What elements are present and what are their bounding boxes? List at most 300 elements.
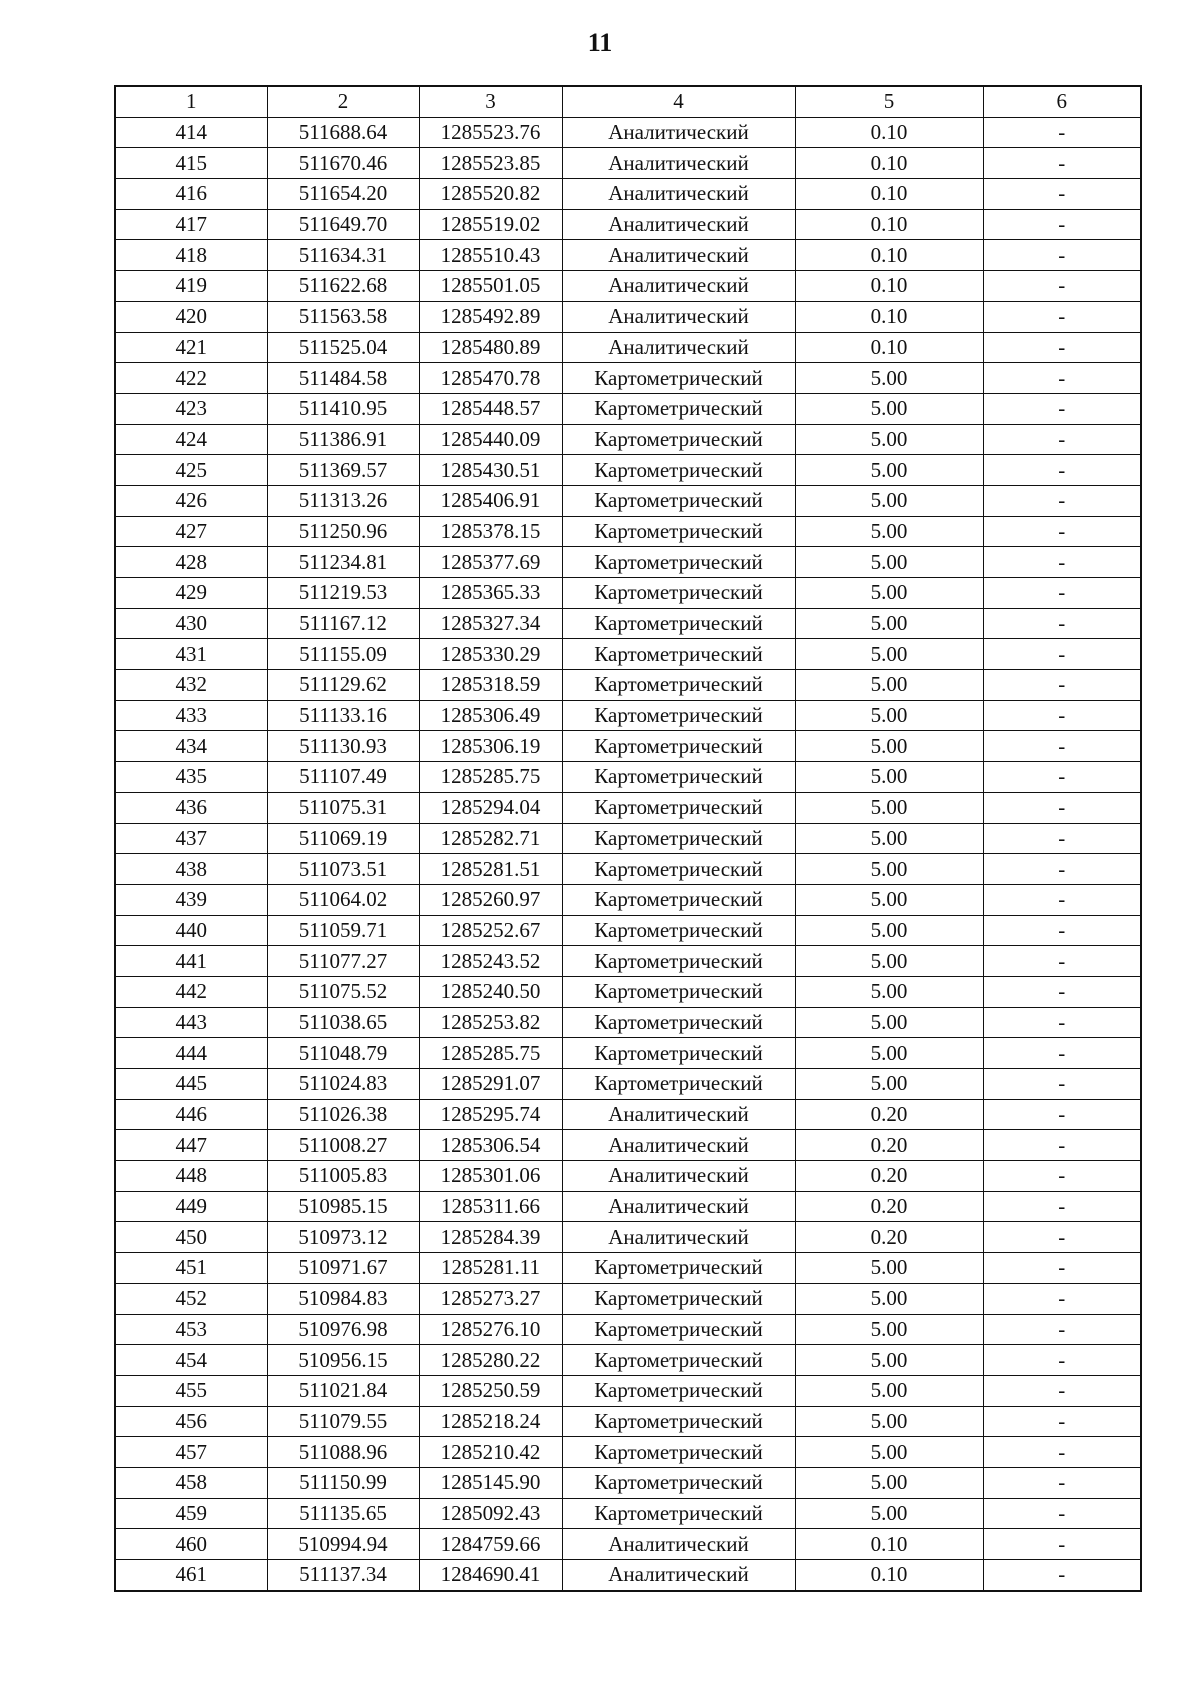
table-row <box>115 976 1141 1007</box>
y-coordinate-cell: 1285448.57 <box>419 393 562 424</box>
method-cell: Аналитический <box>562 179 795 210</box>
accuracy-cell: 5.00 <box>795 731 983 762</box>
accuracy-cell: 5.00 <box>795 1498 983 1529</box>
method-cell: Картометрический <box>562 1345 795 1376</box>
x-coordinate-cell: 511059.71 <box>267 915 419 946</box>
point-number-cell: 417 <box>115 209 267 240</box>
description-cell: - <box>983 823 1141 854</box>
description-cell: - <box>983 547 1141 578</box>
table-row <box>115 117 1141 148</box>
description-cell: - <box>983 393 1141 424</box>
x-coordinate-cell: 511410.95 <box>267 393 419 424</box>
description-cell: - <box>983 332 1141 363</box>
description-cell: - <box>983 792 1141 823</box>
y-coordinate-cell: 1285430.51 <box>419 455 562 486</box>
method-cell: Аналитический <box>562 271 795 302</box>
description-cell: - <box>983 608 1141 639</box>
accuracy-cell: 5.00 <box>795 1069 983 1100</box>
y-coordinate-cell: 1285294.04 <box>419 792 562 823</box>
point-number-cell: 418 <box>115 240 267 271</box>
y-coordinate-cell: 1285523.85 <box>419 148 562 179</box>
method-cell: Картометрический <box>562 547 795 578</box>
point-number-cell: 427 <box>115 516 267 547</box>
table-row <box>115 1529 1141 1560</box>
point-number-cell: 415 <box>115 148 267 179</box>
x-coordinate-cell: 511563.58 <box>267 301 419 332</box>
accuracy-cell: 5.00 <box>795 1283 983 1314</box>
table-row <box>115 1099 1141 1130</box>
description-cell: - <box>983 1099 1141 1130</box>
accuracy-cell: 0.10 <box>795 1560 983 1591</box>
y-coordinate-cell: 1285480.89 <box>419 332 562 363</box>
description-cell: - <box>983 1283 1141 1314</box>
point-number-cell: 426 <box>115 485 267 516</box>
x-coordinate-cell: 511622.68 <box>267 271 419 302</box>
x-coordinate-cell: 511313.26 <box>267 485 419 516</box>
method-cell: Картометрический <box>562 1467 795 1498</box>
point-number-cell: 414 <box>115 117 267 148</box>
x-coordinate-cell: 511026.38 <box>267 1099 419 1130</box>
y-coordinate-cell: 1285306.19 <box>419 731 562 762</box>
description-cell: - <box>983 209 1141 240</box>
y-coordinate-cell: 1285520.82 <box>419 179 562 210</box>
point-number-cell: 449 <box>115 1191 267 1222</box>
y-coordinate-cell: 1285406.91 <box>419 485 562 516</box>
table-row <box>115 1375 1141 1406</box>
table-row <box>115 179 1141 210</box>
point-number-cell: 434 <box>115 731 267 762</box>
accuracy-cell: 5.00 <box>795 1437 983 1468</box>
accuracy-cell: 5.00 <box>795 762 983 793</box>
accuracy-cell: 5.00 <box>795 854 983 885</box>
method-cell: Аналитический <box>562 1529 795 1560</box>
column-header-5: 5 <box>795 86 983 117</box>
coordinates-table <box>114 85 1142 1592</box>
point-number-cell: 436 <box>115 792 267 823</box>
y-coordinate-cell: 1285306.54 <box>419 1130 562 1161</box>
table-row <box>115 332 1141 363</box>
y-coordinate-cell: 1285243.52 <box>419 946 562 977</box>
point-number-cell: 457 <box>115 1437 267 1468</box>
method-cell: Картометрический <box>562 1498 795 1529</box>
accuracy-cell: 5.00 <box>795 1375 983 1406</box>
table-row <box>115 731 1141 762</box>
method-cell: Картометрический <box>562 670 795 701</box>
method-cell: Аналитический <box>562 1560 795 1591</box>
x-coordinate-cell: 511484.58 <box>267 363 419 394</box>
accuracy-cell: 5.00 <box>795 1467 983 1498</box>
description-cell: - <box>983 179 1141 210</box>
method-cell: Аналитический <box>562 1222 795 1253</box>
accuracy-cell: 5.00 <box>795 578 983 609</box>
method-cell: Картометрический <box>562 915 795 946</box>
accuracy-cell: 5.00 <box>795 1038 983 1069</box>
table-row <box>115 485 1141 516</box>
description-cell: - <box>983 1038 1141 1069</box>
point-number-cell: 447 <box>115 1130 267 1161</box>
table-row <box>115 1130 1141 1161</box>
accuracy-cell: 0.10 <box>795 179 983 210</box>
accuracy-cell: 5.00 <box>795 1007 983 1038</box>
description-cell: - <box>983 485 1141 516</box>
method-cell: Картометрический <box>562 1069 795 1100</box>
accuracy-cell: 5.00 <box>795 363 983 394</box>
method-cell: Картометрический <box>562 1038 795 1069</box>
accuracy-cell: 5.00 <box>795 1253 983 1284</box>
accuracy-cell: 5.00 <box>795 792 983 823</box>
y-coordinate-cell: 1285273.27 <box>419 1283 562 1314</box>
table-row <box>115 1222 1141 1253</box>
method-cell: Картометрический <box>562 455 795 486</box>
point-number-cell: 455 <box>115 1375 267 1406</box>
y-coordinate-cell: 1285252.67 <box>419 915 562 946</box>
description-cell: - <box>983 1375 1141 1406</box>
description-cell: - <box>983 1161 1141 1192</box>
y-coordinate-cell: 1285295.74 <box>419 1099 562 1130</box>
y-coordinate-cell: 1285291.07 <box>419 1069 562 1100</box>
y-coordinate-cell: 1285210.42 <box>419 1437 562 1468</box>
table-row <box>115 700 1141 731</box>
method-cell: Картометрический <box>562 393 795 424</box>
accuracy-cell: 0.20 <box>795 1191 983 1222</box>
description-cell: - <box>983 1467 1141 1498</box>
point-number-cell: 428 <box>115 547 267 578</box>
description-cell: - <box>983 1130 1141 1161</box>
x-coordinate-cell: 511073.51 <box>267 854 419 885</box>
y-coordinate-cell: 1285240.50 <box>419 976 562 1007</box>
table-row <box>115 1437 1141 1468</box>
x-coordinate-cell: 511021.84 <box>267 1375 419 1406</box>
y-coordinate-cell: 1285440.09 <box>419 424 562 455</box>
description-cell: - <box>983 455 1141 486</box>
accuracy-cell: 0.10 <box>795 301 983 332</box>
description-cell: - <box>983 976 1141 1007</box>
table-row <box>115 1560 1141 1591</box>
point-number-cell: 416 <box>115 179 267 210</box>
accuracy-cell: 0.10 <box>795 117 983 148</box>
point-number-cell: 452 <box>115 1283 267 1314</box>
y-coordinate-cell: 1285276.10 <box>419 1314 562 1345</box>
point-number-cell: 429 <box>115 578 267 609</box>
x-coordinate-cell: 510994.94 <box>267 1529 419 1560</box>
accuracy-cell: 5.00 <box>795 393 983 424</box>
point-number-cell: 444 <box>115 1038 267 1069</box>
accuracy-cell: 0.10 <box>795 271 983 302</box>
description-cell: - <box>983 1253 1141 1284</box>
description-cell: - <box>983 1345 1141 1376</box>
method-cell: Картометрический <box>562 762 795 793</box>
point-number-cell: 430 <box>115 608 267 639</box>
point-number-cell: 454 <box>115 1345 267 1376</box>
x-coordinate-cell: 510956.15 <box>267 1345 419 1376</box>
point-number-cell: 437 <box>115 823 267 854</box>
x-coordinate-cell: 511250.96 <box>267 516 419 547</box>
accuracy-cell: 0.20 <box>795 1222 983 1253</box>
table-row <box>115 240 1141 271</box>
table-row <box>115 884 1141 915</box>
description-cell: - <box>983 516 1141 547</box>
point-number-cell: 438 <box>115 854 267 885</box>
y-coordinate-cell: 1285377.69 <box>419 547 562 578</box>
x-coordinate-cell: 510973.12 <box>267 1222 419 1253</box>
accuracy-cell: 5.00 <box>795 455 983 486</box>
x-coordinate-cell: 511688.64 <box>267 117 419 148</box>
method-cell: Аналитический <box>562 209 795 240</box>
x-coordinate-cell: 511670.46 <box>267 148 419 179</box>
accuracy-cell: 5.00 <box>795 485 983 516</box>
accuracy-cell: 0.10 <box>795 148 983 179</box>
method-cell: Картометрический <box>562 1406 795 1437</box>
point-number-cell: 450 <box>115 1222 267 1253</box>
accuracy-cell: 5.00 <box>795 1314 983 1345</box>
description-cell: - <box>983 1560 1141 1591</box>
accuracy-cell: 0.20 <box>795 1130 983 1161</box>
point-number-cell: 443 <box>115 1007 267 1038</box>
description-cell: - <box>983 915 1141 946</box>
table-row <box>115 209 1141 240</box>
y-coordinate-cell: 1285282.71 <box>419 823 562 854</box>
table-row <box>115 301 1141 332</box>
description-cell: - <box>983 1191 1141 1222</box>
description-cell: - <box>983 670 1141 701</box>
x-coordinate-cell: 511079.55 <box>267 1406 419 1437</box>
method-cell: Картометрический <box>562 1314 795 1345</box>
x-coordinate-cell: 511634.31 <box>267 240 419 271</box>
table-row <box>115 1467 1141 1498</box>
table-row <box>115 1161 1141 1192</box>
point-number-cell: 425 <box>115 455 267 486</box>
point-number-cell: 461 <box>115 1560 267 1591</box>
method-cell: Картометрический <box>562 608 795 639</box>
x-coordinate-cell: 511008.27 <box>267 1130 419 1161</box>
y-coordinate-cell: 1285253.82 <box>419 1007 562 1038</box>
method-cell: Аналитический <box>562 240 795 271</box>
description-cell: - <box>983 946 1141 977</box>
accuracy-cell: 0.10 <box>795 240 983 271</box>
point-number-cell: 424 <box>115 424 267 455</box>
column-header-6: 6 <box>983 86 1141 117</box>
description-cell: - <box>983 1314 1141 1345</box>
y-coordinate-cell: 1285365.33 <box>419 578 562 609</box>
y-coordinate-cell: 1285281.51 <box>419 854 562 885</box>
table-body <box>115 117 1141 1591</box>
description-cell: - <box>983 1498 1141 1529</box>
description-cell: - <box>983 301 1141 332</box>
table-row <box>115 271 1141 302</box>
description-cell: - <box>983 578 1141 609</box>
method-cell: Картометрический <box>562 485 795 516</box>
y-coordinate-cell: 1285285.75 <box>419 762 562 793</box>
table-row <box>115 1283 1141 1314</box>
y-coordinate-cell: 1285318.59 <box>419 670 562 701</box>
y-coordinate-cell: 1285501.05 <box>419 271 562 302</box>
accuracy-cell: 0.10 <box>795 332 983 363</box>
point-number-cell: 431 <box>115 639 267 670</box>
y-coordinate-cell: 1285218.24 <box>419 1406 562 1437</box>
table-row <box>115 762 1141 793</box>
table-row <box>115 547 1141 578</box>
accuracy-cell: 5.00 <box>795 516 983 547</box>
point-number-cell: 420 <box>115 301 267 332</box>
accuracy-cell: 0.10 <box>795 1529 983 1560</box>
y-coordinate-cell: 1285260.97 <box>419 884 562 915</box>
x-coordinate-cell: 511075.31 <box>267 792 419 823</box>
x-coordinate-cell: 510976.98 <box>267 1314 419 1345</box>
accuracy-cell: 5.00 <box>795 823 983 854</box>
accuracy-cell: 5.00 <box>795 915 983 946</box>
table-row <box>115 1314 1141 1345</box>
x-coordinate-cell: 511129.62 <box>267 670 419 701</box>
method-cell: Аналитический <box>562 1191 795 1222</box>
method-cell: Аналитический <box>562 117 795 148</box>
table-row <box>115 424 1141 455</box>
table-row <box>115 1191 1141 1222</box>
y-coordinate-cell: 1285519.02 <box>419 209 562 240</box>
description-cell: - <box>983 148 1141 179</box>
x-coordinate-cell: 511150.99 <box>267 1467 419 1498</box>
point-number-cell: 435 <box>115 762 267 793</box>
table-row <box>115 608 1141 639</box>
x-coordinate-cell: 511369.57 <box>267 455 419 486</box>
x-coordinate-cell: 511075.52 <box>267 976 419 1007</box>
description-cell: - <box>983 117 1141 148</box>
description-cell: - <box>983 363 1141 394</box>
point-number-cell: 448 <box>115 1161 267 1192</box>
accuracy-cell: 5.00 <box>795 946 983 977</box>
point-number-cell: 422 <box>115 363 267 394</box>
x-coordinate-cell: 511048.79 <box>267 1038 419 1069</box>
method-cell: Картометрический <box>562 854 795 885</box>
table-row <box>115 1038 1141 1069</box>
x-coordinate-cell: 510985.15 <box>267 1191 419 1222</box>
x-coordinate-cell: 511107.49 <box>267 762 419 793</box>
x-coordinate-cell: 511130.93 <box>267 731 419 762</box>
accuracy-cell: 5.00 <box>795 884 983 915</box>
description-cell: - <box>983 884 1141 915</box>
point-number-cell: 433 <box>115 700 267 731</box>
y-coordinate-cell: 1285492.89 <box>419 301 562 332</box>
method-cell: Картометрический <box>562 884 795 915</box>
accuracy-cell: 5.00 <box>795 424 983 455</box>
description-cell: - <box>983 1406 1141 1437</box>
method-cell: Аналитический <box>562 1130 795 1161</box>
point-number-cell: 456 <box>115 1406 267 1437</box>
x-coordinate-cell: 511167.12 <box>267 608 419 639</box>
table-row <box>115 670 1141 701</box>
point-number-cell: 451 <box>115 1253 267 1284</box>
y-coordinate-cell: 1284759.66 <box>419 1529 562 1560</box>
point-number-cell: 442 <box>115 976 267 1007</box>
description-cell: - <box>983 271 1141 302</box>
description-cell: - <box>983 1529 1141 1560</box>
x-coordinate-cell: 510984.83 <box>267 1283 419 1314</box>
x-coordinate-cell: 511654.20 <box>267 179 419 210</box>
point-number-cell: 432 <box>115 670 267 701</box>
table-row <box>115 1345 1141 1376</box>
description-cell: - <box>983 1222 1141 1253</box>
page-number: 11 <box>587 28 613 57</box>
x-coordinate-cell: 510971.67 <box>267 1253 419 1284</box>
y-coordinate-cell: 1285378.15 <box>419 516 562 547</box>
method-cell: Картометрический <box>562 792 795 823</box>
table-row <box>115 393 1141 424</box>
method-cell: Картометрический <box>562 516 795 547</box>
description-cell: - <box>983 240 1141 271</box>
y-coordinate-cell: 1285284.39 <box>419 1222 562 1253</box>
method-cell: Картометрический <box>562 1007 795 1038</box>
accuracy-cell: 5.00 <box>795 547 983 578</box>
x-coordinate-cell: 511649.70 <box>267 209 419 240</box>
table-row <box>115 792 1141 823</box>
accuracy-cell: 0.10 <box>795 209 983 240</box>
x-coordinate-cell: 511038.65 <box>267 1007 419 1038</box>
table-row <box>115 1069 1141 1100</box>
description-cell: - <box>983 700 1141 731</box>
y-coordinate-cell: 1285280.22 <box>419 1345 562 1376</box>
y-coordinate-cell: 1285250.59 <box>419 1375 562 1406</box>
y-coordinate-cell: 1285092.43 <box>419 1498 562 1529</box>
table-row <box>115 946 1141 977</box>
y-coordinate-cell: 1285281.11 <box>419 1253 562 1284</box>
point-number-cell: 440 <box>115 915 267 946</box>
accuracy-cell: 5.00 <box>795 670 983 701</box>
accuracy-cell: 0.20 <box>795 1161 983 1192</box>
x-coordinate-cell: 511525.04 <box>267 332 419 363</box>
accuracy-cell: 0.20 <box>795 1099 983 1130</box>
method-cell: Аналитический <box>562 1161 795 1192</box>
method-cell: Аналитический <box>562 148 795 179</box>
point-number-cell: 446 <box>115 1099 267 1130</box>
x-coordinate-cell: 511005.83 <box>267 1161 419 1192</box>
method-cell: Картометрический <box>562 1437 795 1468</box>
table-row <box>115 854 1141 885</box>
column-header-1: 1 <box>115 86 267 117</box>
method-cell: Картометрический <box>562 731 795 762</box>
description-cell: - <box>983 424 1141 455</box>
column-header-2: 2 <box>267 86 419 117</box>
method-cell: Аналитический <box>562 301 795 332</box>
accuracy-cell: 5.00 <box>795 1406 983 1437</box>
method-cell: Картометрический <box>562 1253 795 1284</box>
method-cell: Картометрический <box>562 946 795 977</box>
column-header-3: 3 <box>419 86 562 117</box>
header-row <box>115 86 1141 117</box>
x-coordinate-cell: 511219.53 <box>267 578 419 609</box>
method-cell: Картометрический <box>562 1375 795 1406</box>
method-cell: Картометрический <box>562 1283 795 1314</box>
table-row <box>115 1406 1141 1437</box>
table-row <box>115 363 1141 394</box>
description-cell: - <box>983 1437 1141 1468</box>
description-cell: - <box>983 854 1141 885</box>
y-coordinate-cell: 1284690.41 <box>419 1560 562 1591</box>
description-cell: - <box>983 762 1141 793</box>
table-row <box>115 1253 1141 1284</box>
accuracy-cell: 5.00 <box>795 639 983 670</box>
point-number-cell: 460 <box>115 1529 267 1560</box>
y-coordinate-cell: 1285330.29 <box>419 639 562 670</box>
x-coordinate-cell: 511077.27 <box>267 946 419 977</box>
method-cell: Картометрический <box>562 639 795 670</box>
y-coordinate-cell: 1285510.43 <box>419 240 562 271</box>
accuracy-cell: 5.00 <box>795 1345 983 1376</box>
description-cell: - <box>983 1069 1141 1100</box>
table-row <box>115 639 1141 670</box>
y-coordinate-cell: 1285301.06 <box>419 1161 562 1192</box>
method-cell: Картометрический <box>562 823 795 854</box>
x-coordinate-cell: 511024.83 <box>267 1069 419 1100</box>
x-coordinate-cell: 511386.91 <box>267 424 419 455</box>
